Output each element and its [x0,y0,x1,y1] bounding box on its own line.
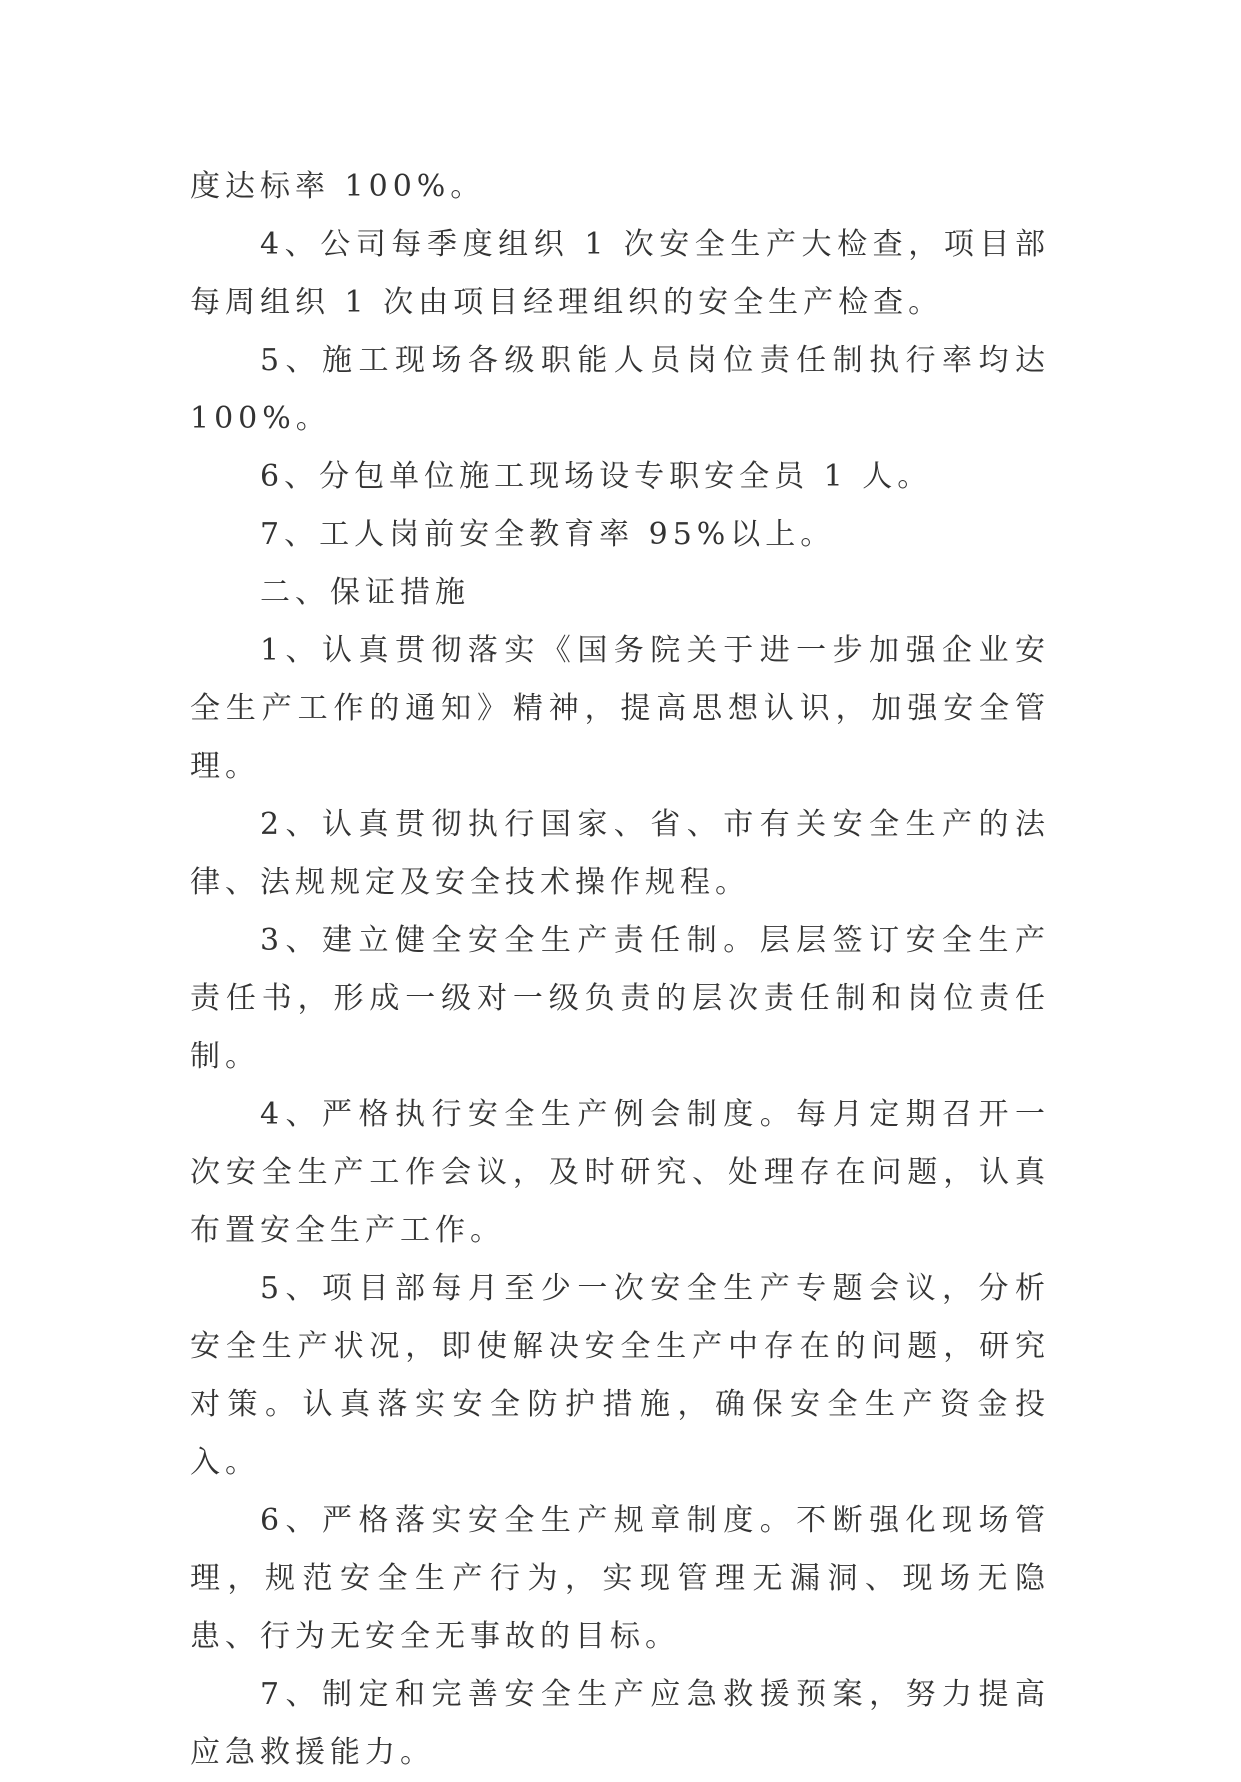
paragraph-measure-4: 4、严格执行安全生产例会制度。每月定期召开一次安全生产工作会议，及时研究、处理存在问题，认真布置安全生产工作。 [190,1097,1050,1248]
document-body [190,158,1050,1782]
paragraph-measure-2: 2、认真贯彻执行国家、省、市有关安全生产的法律、法规规定及安全技术操作规程。 [190,807,1050,900]
paragraph-measure-6: 6、严格落实安全生产规章制度。不断强化现场管理，规范安全生产行为，实现管理无漏洞、现场无隐患、行为无安全无事故的目标。 [190,1503,1050,1654]
section-heading-guarantee-measures: 二、保证措施 [260,575,470,610]
paragraph-measure-7: 7、制定和完善安全生产应急救援预案，努力提高应急救援能力。 [190,1677,1050,1770]
paragraph-target-6: 6、分包单位施工现场设专职安全员 1 人。 [260,459,933,494]
paragraph-target-4: 4、公司每季度组织 1 次安全生产大检查，项目部每周组织 1 次由项目经理组织的安全生产检查。 [190,227,1050,320]
paragraph-measure-1: 1、认真贯彻落实《国务院关于进一步加强企业安全生产工作的通知》精神，提高思想认识，加强安全管理。 [190,633,1050,784]
paragraph-target-5: 5、施工现场各级职能人员岗位责任制执行率均达 100%。 [190,343,1050,436]
paragraph-target-7: 7、工人岗前安全教育率 95%以上。 [260,517,836,552]
paragraph-measure-3: 3、建立健全安全生产责任制。层层签订安全生产责任书，形成一级对一级负责的层次责任制和岗位责任制。 [190,923,1050,1074]
paragraph-continuation: 度达标率 100%。 [190,169,486,204]
paragraph-measure-5: 5、项目部每月至少一次安全生产专题会议，分析安全生产状况，即使解决安全生产中存在的问题，研究对策。认真落实安全防护措施，确保安全生产资金投入。 [190,1271,1050,1480]
